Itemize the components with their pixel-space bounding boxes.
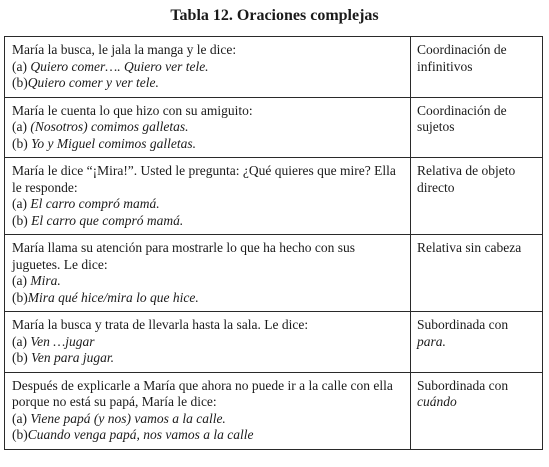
example-b-marker: (b) bbox=[12, 427, 28, 442]
example-a-marker: (a) bbox=[12, 410, 31, 426]
scenario-intro: Después de explicarle a María que ahora no puede ir a la calle con ella porque no está su papá, María le dice: bbox=[12, 377, 393, 409]
example-a bbox=[12, 119, 404, 136]
table-row bbox=[5, 312, 543, 373]
example-b-marker: (b) bbox=[12, 212, 32, 228]
scenario-intro: María le dice “¡Mira!”. Usted le pregunta: ¿Qué quieres que mire? Ella le responde: bbox=[12, 163, 396, 195]
example-b-marker: (b) bbox=[12, 350, 32, 365]
category-cell bbox=[411, 312, 543, 373]
scenario-intro: María la busca, le jala la manga y le dice: bbox=[12, 42, 237, 57]
example-b bbox=[12, 350, 404, 367]
example-a-text: Viene papá (y nos) vamos a la calle. bbox=[30, 410, 226, 426]
complex-sentences-table bbox=[4, 36, 543, 450]
example-b bbox=[12, 290, 404, 307]
category-cell: Relativa sin cabeza bbox=[411, 235, 543, 312]
scenario-cell bbox=[5, 158, 411, 235]
scenario-cell bbox=[5, 372, 411, 449]
example-a-text: Ven …jugar bbox=[30, 333, 95, 349]
example-b bbox=[12, 75, 404, 92]
example-b-text: El carro que compró mamá. bbox=[31, 212, 184, 228]
example-a-marker: (a) bbox=[12, 333, 31, 349]
category-label-italic: para. bbox=[417, 333, 446, 349]
table-row bbox=[5, 37, 543, 98]
category-cell: Coordinación de infinitivos bbox=[411, 37, 543, 98]
scenario-cell bbox=[5, 235, 411, 312]
example-a-text: Mira. bbox=[30, 273, 61, 288]
example-a-text: Quiero comer…. Quiero ver tele. bbox=[30, 58, 209, 74]
scenario-cell bbox=[5, 312, 411, 373]
category-cell bbox=[411, 372, 543, 449]
example-a-marker: (a) bbox=[12, 119, 31, 134]
example-a-text: El carro compró mamá. bbox=[30, 196, 160, 211]
category-label-italic: cuándo bbox=[417, 394, 457, 409]
example-a bbox=[12, 334, 404, 351]
scenario-cell bbox=[5, 97, 411, 158]
example-a bbox=[12, 411, 404, 428]
example-b-text: Yo y Miguel comimos galletas. bbox=[31, 135, 196, 151]
table-row bbox=[5, 158, 543, 235]
category-cell: Relativa de objeto directo bbox=[411, 158, 543, 235]
example-b bbox=[12, 427, 404, 444]
category-cell: Coordinación de sujetos bbox=[411, 97, 543, 158]
example-a bbox=[12, 59, 404, 76]
table-title: Tabla 12. Oraciones complejas bbox=[170, 7, 379, 24]
example-a-marker: (a) bbox=[12, 58, 31, 74]
table-row bbox=[5, 97, 543, 158]
scenario-cell bbox=[5, 37, 411, 98]
example-b bbox=[12, 213, 404, 230]
example-a bbox=[12, 196, 404, 213]
example-a-text: (Nosotros) comimos galletas. bbox=[30, 119, 189, 134]
example-a-marker: (a) bbox=[12, 273, 31, 288]
example-b-text: Cuando venga papá, nos vamos a la calle bbox=[27, 427, 254, 442]
example-a bbox=[12, 273, 404, 290]
table-row bbox=[5, 372, 543, 449]
example-a-marker: (a) bbox=[12, 196, 31, 211]
example-b-text: Ven para jugar. bbox=[31, 350, 115, 365]
example-b bbox=[12, 136, 404, 153]
table-row bbox=[5, 235, 543, 312]
scenario-intro: María llama su atención para mostrarle lo que ha hecho con sus juguetes. Le dice: bbox=[12, 240, 356, 272]
example-b-marker: (b) bbox=[12, 289, 28, 305]
example-b-text: Quiero comer y ver tele. bbox=[27, 75, 159, 90]
example-b-marker: (b) bbox=[12, 135, 32, 151]
scenario-intro: María la busca y trata de llevarla hasta la sala. Le dice: bbox=[12, 317, 309, 332]
category-label: Subordinada con bbox=[417, 317, 509, 332]
category-label: Subordinada con bbox=[417, 377, 509, 393]
example-b-marker: (b) bbox=[12, 75, 28, 90]
scenario-intro: María le cuenta lo que hizo con su amiguito: bbox=[12, 102, 253, 118]
example-b-text: Mira qué hice/mira lo que hice. bbox=[27, 289, 199, 305]
